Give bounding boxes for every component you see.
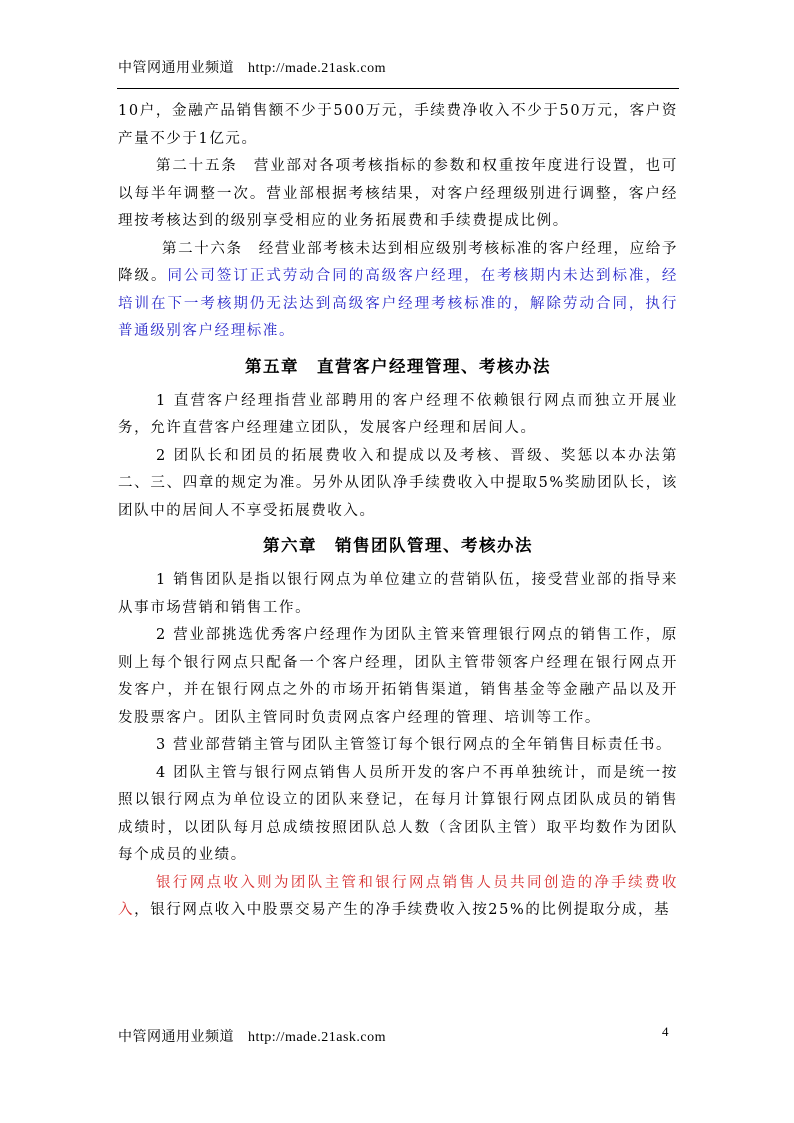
chapter-5-item-2: 2 团队长和团员的拓展费收入和提成以及考核、晋级、奖惩以本办法第二、三、四章的规定为准。另外从团队净手续费收入中提取5%奖励团队长，该团队中的居间人不享受拓展费收入。 bbox=[118, 447, 678, 519]
footer-url: http://made.21ask.com bbox=[248, 1030, 387, 1045]
article-26-highlight: 同公司签订正式劳动合同的高级客户经理，在考核期内未达到标准，经培训在下一考核期仍无法达到高级客户经理考核标准的，解除劳动合同，执行普通级别客户经理标准。 bbox=[118, 268, 678, 339]
document-body bbox=[118, 98, 678, 925]
paragraph-continuation: 10户，金融产品销售额不少于500万元，手续费净收入不少于50万元，客户资产量不少于1亿元。 bbox=[118, 103, 678, 147]
chapter-6-item-2: 2 营业部挑选优秀客户经理作为团队主管来管理银行网点的销售工作，原则上每个银行网点只配备一个客户经理，团队主管带领客户经理在银行网点开发客户，并在银行网点之外的市场开拓销售渠道，销售基金等金融产品以及开发股票客户。团队主管同时负责网点客户经理的管理、培训等工作。 bbox=[118, 627, 678, 726]
article-26 bbox=[118, 236, 678, 346]
chapter-6-item-3: 3 营业部营销主管与团队主管签订每个银行网点的全年销售目标责任书。 bbox=[156, 737, 673, 753]
article-26-text: 第二十六条 经营业部考核未达到相应级别考核标准的客户经理，应给予降级。 bbox=[118, 240, 678, 284]
chapter-6-item-1: 1 销售团队是指以银行网点为单位建立的营销队伍，接受营业部的指导来从事市场营销和销售工作。 bbox=[118, 572, 678, 616]
page-header bbox=[118, 57, 386, 77]
page-footer bbox=[118, 1026, 386, 1046]
chapter-5-item-1: 1 直营客户经理指营业部聘用的客户经理不依赖银行网点而独立开展业务，允许直营客户经理建立团队，发展客户经理和居间人。 bbox=[118, 392, 678, 436]
chapter-5-title: 第五章 直营客户经理管理、考核办法 bbox=[245, 356, 551, 376]
chapter-6-item-5 bbox=[118, 870, 678, 925]
header-url: http://made.21ask.com bbox=[248, 61, 387, 76]
chapter-6-item-5-highlight: 银行网点收入则为团队主管和银行网点销售人员共同创造的净手续费收入 bbox=[118, 874, 678, 918]
article-25: 第二十五条 营业部对各项考核指标的参数和权重按年度进行设置，也可以每半年调整一次。营业部根据考核结果，对客户经理级别进行调整，客户经理按考核达到的级别享受相应的业务拓展费和手续费提成比例。 bbox=[118, 158, 678, 229]
chapter-6-item-4: 4 团队主管与银行网点销售人员所开发的客户不再单独统计，而是统一按照以银行网点为单位设立的团队来登记，在每月计算银行网点团队成员的销售成绩时，以团队每月总成绩按照团队总人数（含团队主管）取平均数作为团队每个成员的业绩。 bbox=[118, 764, 678, 863]
header-rule bbox=[117, 88, 679, 89]
page-number: 4 bbox=[662, 1024, 669, 1039]
header-site-name: 中管网通用业频道 bbox=[118, 60, 234, 76]
footer-site-name: 中管网通用业频道 bbox=[118, 1029, 234, 1045]
chapter-6-item-5-text: ，银行网点收入中股票交易产生的净手续费收入按25%的比例提取分成，基 bbox=[134, 902, 671, 918]
chapter-6-title: 第六章 销售团队管理、考核办法 bbox=[263, 536, 533, 555]
